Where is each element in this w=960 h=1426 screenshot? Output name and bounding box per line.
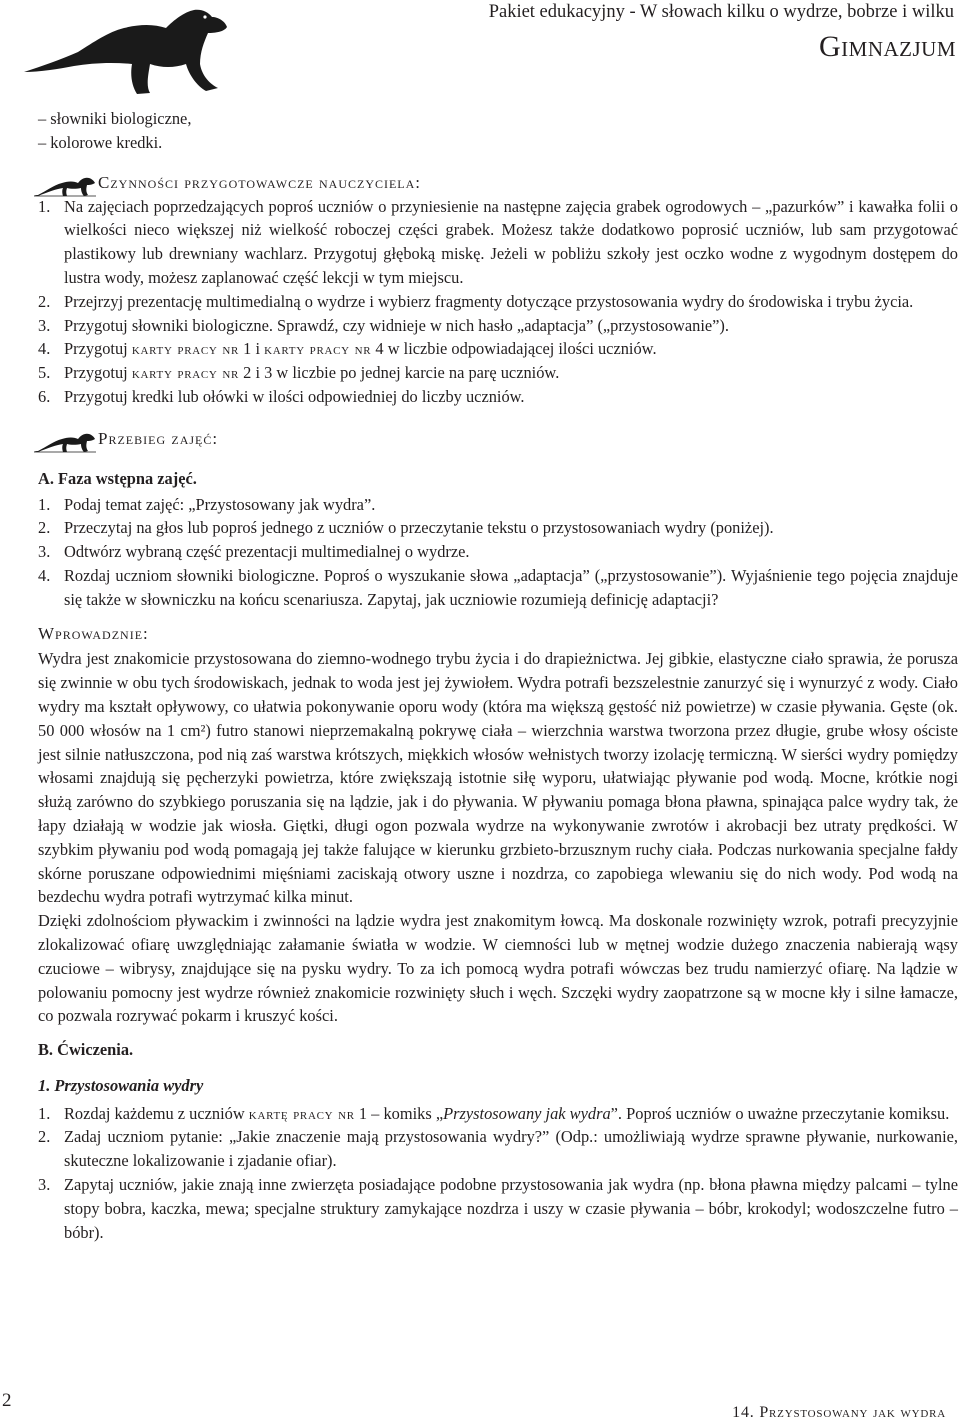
list-item: 2. Zadaj uczniom pytanie: „Jakie znaczenie mają przystosowania wydry?” (Odp.: umożliwiają wydrze sprawne pływanie, nurkowanie, skuteczne lokalizowanie i zjadanie ofiar).	[38, 1127, 958, 1171]
prep-list	[38, 195, 958, 409]
intro-heading: Wprowadznie:	[38, 623, 149, 643]
otter-logo-icon	[22, 2, 257, 102]
list-item: 3. Przygotuj słowniki biologiczne. Sprawdź, czy widnieje w nich hasło „adaptacja” („przystosowanie”).	[38, 315, 729, 335]
list-item: 4. Rozdaj uczniom słowniki biologiczne. Poproś o wyszukanie słowa „adaptacja” („przystosowanie”). Wyjaśnienie tego pojęcia znajduje się także w słowniczku na końcu scenariusza. Zapytaj, jak uczniowie rozumieją definicję adaptacji?	[38, 565, 958, 609]
list-item: 3. Odtwórz wybraną część prezentacji multimedialnej o wydrze.	[38, 542, 470, 562]
intro-paragraph: Wydra jest znakomicie przystosowana do ziemno-wodnego trybu życia i do drapieżnictwa. Jej gibkie, elastyczne ciało sprawia, że porusza się zwinnie w obu tych środowiskach, jednak to woda jest jej żywiołem. Wydra potrafi bezszelestnie zanurzyć się i wynurzyć z wody. Ciało wydry ma kształt opływowy, co ułatwia pokonywanie oporu wody (która ma większą gęstość niż powietrze) w czasie pływania. Gęste (ok. 50 000 włosów na 1 cm²) futro stanowi nieprzemakalną pokrywę ciała – wierzchnia warstwa tworzona przez długie, grube włosy ościste jest silnie natłuszczona, pod nią zaś warstwa krótszych, miękkich włosów wełnistych tworzy izolację termiczną. W sierści wydry pomiędzy włosami znajdują się pęcherzyki powietrza, które zwiększają istotnie siłę wyporu, ułatwiając pływanie pod wodą. Mocne, krótkie nogi służą zarówno do szybkiego poruszania się na lądzie, jak i do pływania. W pływaniu pomaga błona pławna, spinająca palce wydry tak, że łapy działają w wodzie jak wiosła. Giętki, długi ogon pozwala wydrze na wykonywanie zwrotów i akrobacji bez utraty prędkości. W szybkim pływaniu pod wodą pomagają jej także falujące w kierunku grzbieto-brzusznym ruchy ciała. Podczas nurkowania specjalne fałdy skórne poruszane odpowiednimi mięśniami zaciskają otwory uszne i nozdrza, co zapobiega wlewaniu się do nich wody. Pod wodą na bezdechu wydra potrafi wytrzymać kilka minut.	[38, 649, 958, 907]
list-item: 1. Na zajęciach poprzedzających poproś uczniów o przyniesienie na następne zajęcia grabek ogrodowych – „pazurków” i kawałka folii o wielkości nieco większej niż wielkość roboczej części grabek. Możesz także dodatkowo poprosić uczniów, lub sam przygotować plastikowy lub drewniany wachlarz. Przygotuj głęboką miskę. Jeżeli w pobliżu szkoły jest oczko wodne z wygodnym dostępem do lustra wody, możesz zaplanować część lekcji w tym miejscu.	[38, 196, 958, 287]
section-heading-course	[34, 425, 958, 457]
phase-b-heading: B. Ćwiczenia.	[38, 1040, 134, 1060]
phase-b-list	[38, 1102, 958, 1245]
list-item: 6. Przygotuj kredki lub ołówki w ilości odpowiedniej do liczby uczniów.	[38, 386, 525, 406]
page-number: 2	[2, 1390, 12, 1411]
list-item: 1. Podaj temat zajęć: „Przystosowany jak wydra”.	[38, 494, 376, 514]
phase-a-list	[38, 493, 958, 612]
phase-a-heading: A. Faza wstępna zajęć.	[38, 468, 197, 488]
worksheet-ref: karty pracy nr	[264, 339, 372, 359]
exercise-title: 1. Przystosowania wydry	[38, 1075, 204, 1095]
list-item: 2. Przejrzyj prezentację multimedialną o wydrze i wybierz fragmenty dotyczące przystosowania wydry do środowiska i trybu życia.	[38, 291, 914, 311]
footer-title: 14. Przystosowany jak wydra	[732, 1404, 946, 1421]
list-item: 5. Przygotuj karty pracy nr 2 i 3 w liczbie po jednej karcie na parę uczniów.	[38, 363, 560, 383]
worksheet-ref: karty pracy nr	[131, 363, 240, 383]
otter-small-icon	[34, 175, 96, 197]
course-title: Przebieg zajęć:	[98, 428, 219, 448]
material-item: – kolorowe kredki.	[38, 132, 163, 152]
material-item: – słowniki biologiczne,	[38, 109, 192, 128]
header-subtitle: Gimnazjum	[819, 30, 956, 63]
list-item: 4. Przygotuj karty pracy nr 1 i karty pracy nr 4 w liczbie odpowiadającej ilości uczniów.	[38, 339, 657, 359]
worksheet-ref: karty pracy nr	[131, 339, 240, 359]
otter-small-icon	[34, 431, 96, 453]
prep-title: Czynności przygotowawcze nauczyciela:	[98, 172, 422, 192]
worksheet-ref: kartę pracy nr	[248, 1103, 355, 1123]
section-heading-prep	[34, 169, 958, 201]
list-item: 3. Zapytaj uczniów, jakie znają inne zwierzęta posiadające podobne przystosowania jak wydra (np. błona pławna między palcami – tylne stopy bobra, kaczka, mewa; specjalne struktury zamykające nozdrza i uszy w czasie pływania – bóbr, krokodyl; wodoszczelne futro – bóbr).	[38, 1175, 958, 1242]
header-title: Pakiet edukacyjny - W słowach kilku o wydrze, bobrze i wilku	[488, 2, 954, 22]
document-body	[38, 107, 958, 1244]
intro-paragraph: Dzięki zdolnościom pływackim i zwinności na lądzie wydra jest znakomitym łowcą. Ma doskonale rozwinięty wzrok, potrafi precyzyjnie zlokalizować ofiarę uwzględniając załamanie światła w wodzie. W ciemności lub w mętnej wodzie dużego znaczenia nabierają wąsy czuciowe – wibrysy, znajdujące się na pysku wydry. To za ich pomocą wydra potrafi wówczas bez trudu namierzyć ofiarę. Na lądzie w polowaniu pomocny jest wydrze również znakomicie rozwinięty słuch i węch. Szczęki wydry zaopatrzone są w mocne kły i silne łamacze, co pozwala rozrywać pokarm i kruszyć kości.	[38, 911, 958, 1026]
list-item: 2. Przeczytaj na głos lub poproś jednego z uczniów o przeczytanie tekstu o przystosowaniach wydry (poniżej).	[38, 518, 774, 538]
list-item: 1. Rozdaj każdemu z uczniów kartę pracy nr 1 – komiks „Przystosowany jak wydra”. Poproś uczniów o uważne przeczytanie komiksu.	[38, 1103, 950, 1123]
